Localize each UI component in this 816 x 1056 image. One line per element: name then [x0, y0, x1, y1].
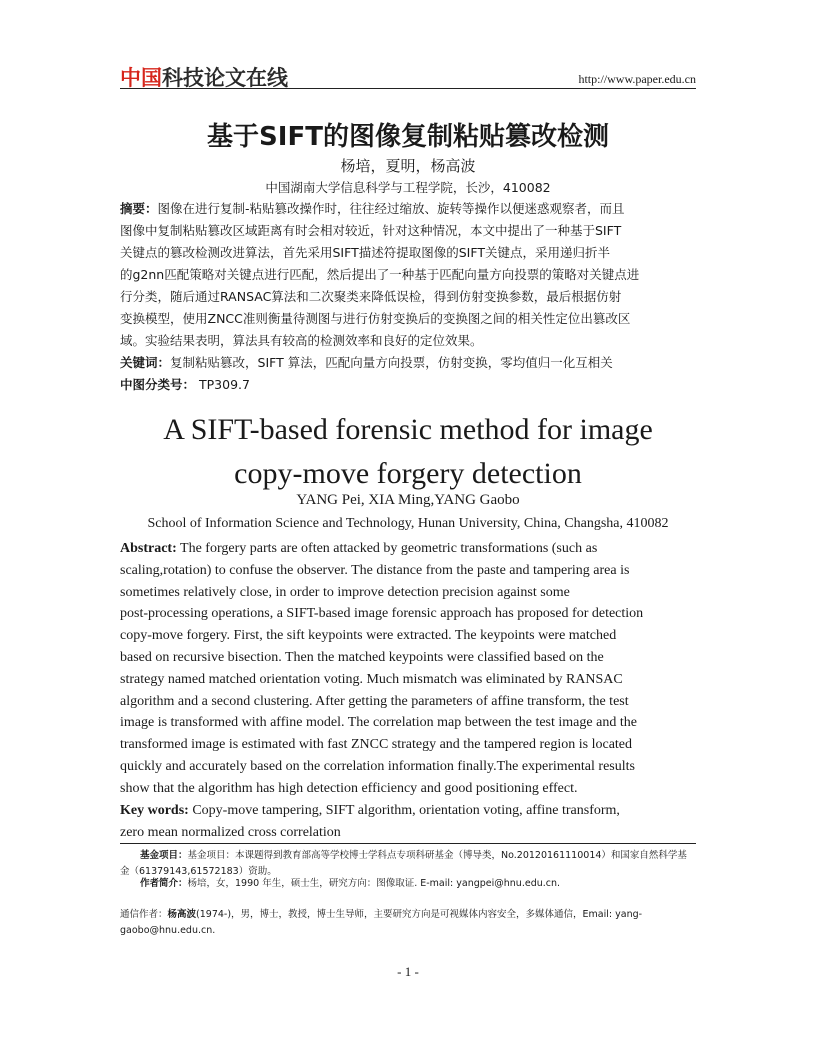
- abstract-zh-line: 域。实验结果表明，算法具有较高的检测效率和良好的定位效果。: [120, 333, 483, 348]
- affiliation-chinese: 中国湖南大学信息科学与工程学院，长沙，410082: [265, 180, 551, 195]
- title-english-line: copy-move forgery detection: [234, 457, 582, 490]
- footnote-divider: [120, 843, 696, 844]
- abstract-label-chinese: 摘要：: [120, 201, 158, 216]
- footnote-corresponding-author: [120, 907, 696, 939]
- classification-value: TP309.7: [199, 377, 250, 392]
- abstract-en-line: image is transformed with affine model. The correlation map between the test image and the: [120, 715, 637, 731]
- page-header: [120, 60, 696, 89]
- classification-label: 中图分类号：: [120, 377, 196, 392]
- header-url[interactable]: http://www.paper.edu.cn: [578, 72, 696, 86]
- page-number: - 1 -: [397, 964, 419, 979]
- keywords-text-chinese: 复制粘贴篡改，SIFT 算法，匹配向量方向投票，仿射变换，零均值归一化互相关: [170, 355, 613, 370]
- corr-name: 杨高波: [167, 909, 197, 920]
- abstract-chinese: [120, 198, 696, 352]
- funding-label: 基金项目：: [140, 850, 188, 861]
- abstract-en-line: transformed image is estimated with fast ZNCC strategy and the tampered region is located: [120, 737, 633, 753]
- abstract-zh-line: 变换模型，使用ZNCC准则衡量待测图与进行仿射变换后的变换图之间的相关性定位出篡改区: [120, 311, 631, 326]
- abstract-en-line: post-processing operations, a SIFT-based image forensic approach has proposed for detection: [120, 606, 644, 622]
- abstract-en-line: scaling,rotation) to confuse the observer. The distance from the paste and tampering area is: [120, 562, 630, 578]
- abstract-en-line: strategy named matched orientation voting. Much mismatch was eliminated by RANSAC: [120, 671, 623, 687]
- abstract-zh-line: 关键点的篡改检测改进算法，首先采用SIFT描述符提取图像的SIFT关键点，采用递归折半: [120, 245, 610, 260]
- abstract-en-line: based on recursive bisection. Then the matched keypoints were classified based on the: [120, 649, 604, 665]
- classification-number: [120, 374, 696, 396]
- funding-text: 基金项目：本课题得到教育部高等学校博士学科点专项科研基金（博导类，No.20120161110014）和国家自然科学基金（61379143,61572183）资助。: [120, 850, 687, 877]
- title-english: [0, 408, 816, 496]
- abstract-zh-line: 的g2nn匹配策略对关键点进行匹配，然后提出了一种基于匹配向量方向投票的策略对关键点进: [120, 267, 640, 282]
- abstract-zh-line: 行分类，随后通过RANSAC算法和二次聚类来降低误检，得到仿射变换参数，最后根据仿射: [120, 289, 622, 304]
- abstract-label-english: Abstract:: [120, 541, 177, 556]
- abstract-en-line: show that the algorithm has high detection efficiency and good positioning effect.: [120, 780, 578, 796]
- keywords-en-line: zero mean normalized cross correlation: [120, 824, 341, 840]
- footnote-author-bio: [120, 876, 696, 892]
- bio-text: 杨培，女，1990 年生，硕士生，研究方向：图像取证. E-mail: yangpei@hnu.edu.cn.: [187, 878, 561, 889]
- abstract-en-text: The forgery parts are often attacked by geometric transformations (such as: [180, 541, 598, 556]
- abstract-en-line: sometimes relatively close, in order to improve detection precision against some: [120, 584, 570, 600]
- corr-text: (1974-)，男，博士，教授，博士生导师，主要研究方向是可视媒体内容安全，多媒体通信，Email: yang-gaobo@hnu.edu.cn.: [120, 909, 643, 936]
- abstract-en-line: copy-move forgery. First, the sift keypoints were extracted. The keypoints were matched: [120, 628, 617, 644]
- site-logo[interactable]: [120, 62, 288, 92]
- title-english-line: A SIFT-based forensic method for image: [163, 413, 653, 446]
- title-chinese: 基于SIFT的图像复制粘贴篡改检测: [207, 122, 609, 152]
- bio-label: 作者简介：: [140, 878, 188, 889]
- abstract-english: [120, 538, 696, 800]
- logo-text-dark: 科技论文在线: [162, 66, 288, 90]
- keywords-label-english: Key words:: [120, 803, 189, 818]
- abstract-en-line: quickly and accurately based on the correlation information finally.The experimental results: [120, 758, 635, 774]
- keywords-english: [120, 800, 696, 844]
- abstract-zh-line: 图像在进行复制-粘贴篡改操作时，往往经过缩放、旋转等操作以便迷惑观察者，而且: [157, 201, 625, 216]
- keywords-chinese: [120, 352, 696, 374]
- logo-text-red: 中国: [120, 66, 162, 90]
- authors-chinese: 杨培，夏明，杨高波: [340, 157, 476, 175]
- keywords-en-text: Copy-move tampering, SIFT algorithm, orientation voting, affine transform,: [192, 803, 620, 818]
- authors-english: YANG Pei, XIA Ming,YANG Gaobo: [296, 492, 520, 508]
- abstract-en-line: algorithm and a second clustering. After getting the parameters of affine transform, the test: [120, 693, 629, 709]
- keywords-label-chinese: 关键词：: [120, 355, 171, 370]
- abstract-en-line: [120, 538, 696, 560]
- affiliation-english: School of Information Science and Technology, Hunan University, China, Changsha, 410082: [147, 516, 669, 531]
- keywords-en-line: [120, 800, 696, 822]
- corr-label: 通信作者：: [120, 909, 168, 920]
- abstract-zh-line: 图像中复制粘贴篡改区域距离有时会相对较近，针对这种情况，本文中提出了一种基于SIFT: [120, 223, 622, 238]
